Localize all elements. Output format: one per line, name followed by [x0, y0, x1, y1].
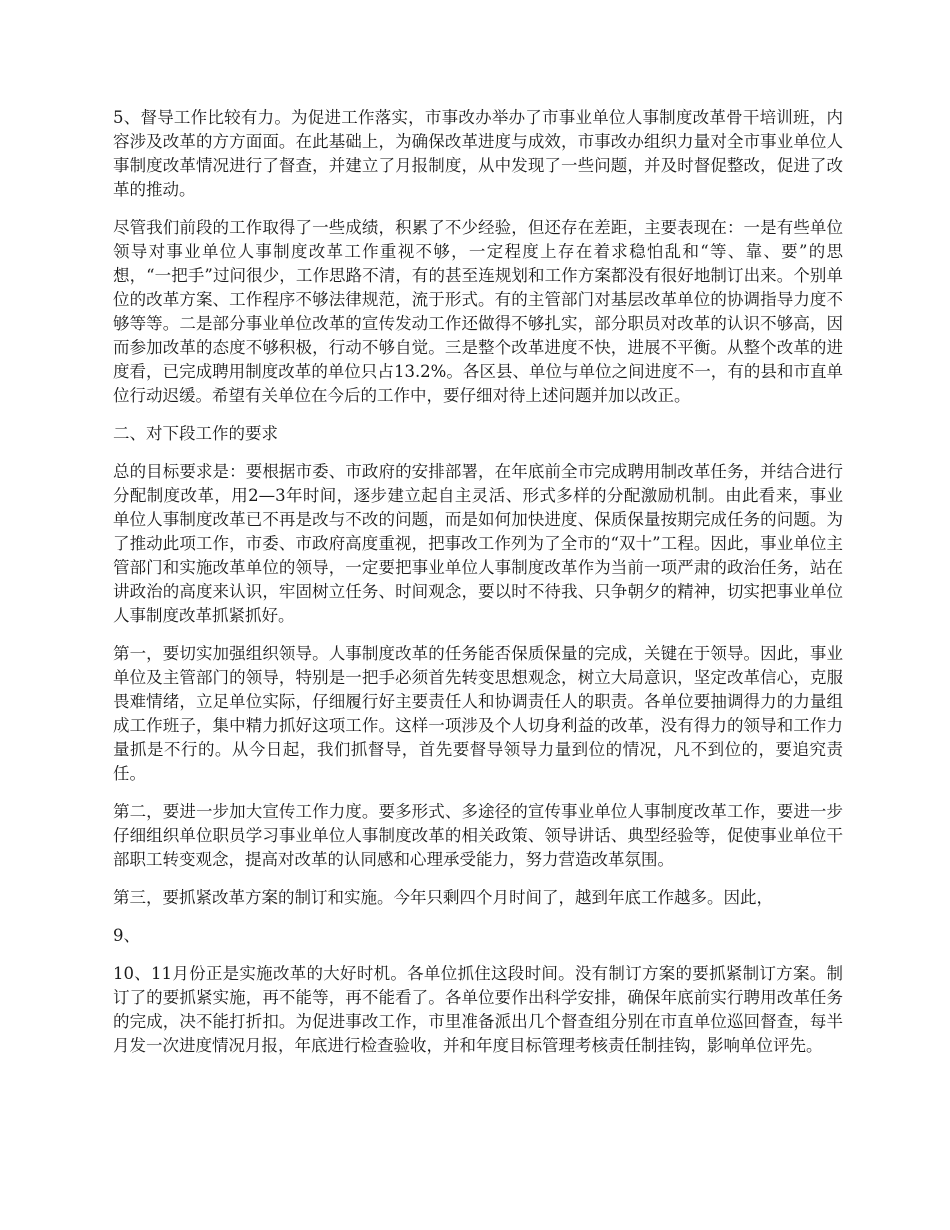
paragraph-third-plan: 第三，要抓紧改革方案的制订和实施。今年只剩四个月时间了，越到年底工作越多。因此，	[113, 888, 773, 907]
paragraph-supervision: 5、督导工作比较有力。为促进工作落实，市事改办举办了市事业单位人事制度改革骨干培训班，内容涉及改革的方方面面。在此基础上，为确保改革进度与成效，市事改办组织力量对全市事业单位人事制度改革情况进行了督查，并建立了月报制度，从中发现了一些问题，并及时督促整改，促进了改革的推动。	[113, 108, 843, 199]
paragraph-overall-goal: 总的目标要求是：要根据市委、市政府的安排部署，在年底前全市完成聘用制改革任务，并结合进行分配制度改革，用2—3年时间，逐步建立起自主灵活、形式多样的分配激励机制。由此看来，事业单位人事制度改革已不再是改与不改的问题，而是如何加快进度、保质保量按期完成任务的问题。为了推动此项工作，市委、市政府高度重视，把事改工作列为了全市的“双十”工程。因此，事业单位主管部门和实施改革单位的领导，一定要把事业单位人事制度改革作为当前一项严肃的政治任务，站在讲政治的高度来认识，牢固树立任务、时间观念，要以时不待我、只争朝夕的精神，切实把事业单位人事制度改革抓紧抓好。	[113, 462, 843, 625]
section-heading: 二、对下段工作的要求	[113, 424, 278, 443]
paragraph-shortcomings: 尽管我们前段的工作取得了一些成绩，积累了不少经验，但还存在差距，主要表现在：一是有些单位领导对事业单位人事制度改革工作重视不够，一定程度上存在着求稳怕乱和“等、靠、要”的思想，“一把手”过问很少，工作思路不清，有的甚至连规划和工作方案都没有很好地制订出来。个别单位的改革方案、工作程序不够法律规范，流于形式。有的主管部门对基层改革单位的协调指导力度不够等等。二是部分事业单位改革的宣传发动工作还做得不够扎实，部分职员对改革的认识不够高，因而参加改革的态度不够积极，行动不够自觉。三是整个改革进度不快，进展不平衡。从整个改革的进度看，已完成聘用制度改革的单位只占13.2%。各区县、单位与单位之间进度不一，有的县和市直单位行动迟缓。希望有关单位在今后的工作中，要仔细对待上述问题并加以改正。	[113, 218, 843, 405]
paragraph-number-fragment: 9、	[113, 926, 140, 945]
paragraph-implementation-timing: 10、11月份正是实施改革的大好时机。各单位抓住这段时间。没有制订方案的要抓紧制订方案。制订了的要抓紧实施，再不能等，再不能看了。各单位要作出科学安排，确保年底前实行聘用改革任务的完成，决不能打折扣。为促进事改工作，市里准备派出几个督查组分别在市直单位巡回督查，每半月发一次进度情况月报，年底进行检查验收，并和年度目标管理考核责任制挂钩，影响单位评先。	[113, 964, 843, 1055]
document-body	[113, 106, 843, 1072]
paragraph-second-publicity: 第二，要进一步加大宣传工作力度。要多形式、多途径的宣传事业单位人事制度改革工作，要进一步仔细组织单位职员学习事业单位人事制度改革的相关政策、领导讲话、典型经验等，促使事业单位干部职工转变观念，提高对改革的认同感和心理承受能力，努力营造改革氛围。	[113, 802, 843, 869]
paragraph-first-leadership: 第一，要切实加强组织领导。人事制度改革的任务能否保质保量的完成，关键在于领导。因此，事业单位及主管部门的领导，特别是一把手必须首先转变思想观念，树立大局意识，坚定改革信心，克服畏难情绪，立足单位实际，仔细履行好主要责任人和协调责任人的职责。各单位要抽调得力的力量组成工作班子，集中精力抓好这项工作。这样一项涉及个人切身利益的改革，没有得力的领导和工作力量抓是不行的。从今日起，我们抓督导，首先要督导领导力量到位的情况，凡不到位的，要追究责任。	[113, 644, 843, 783]
